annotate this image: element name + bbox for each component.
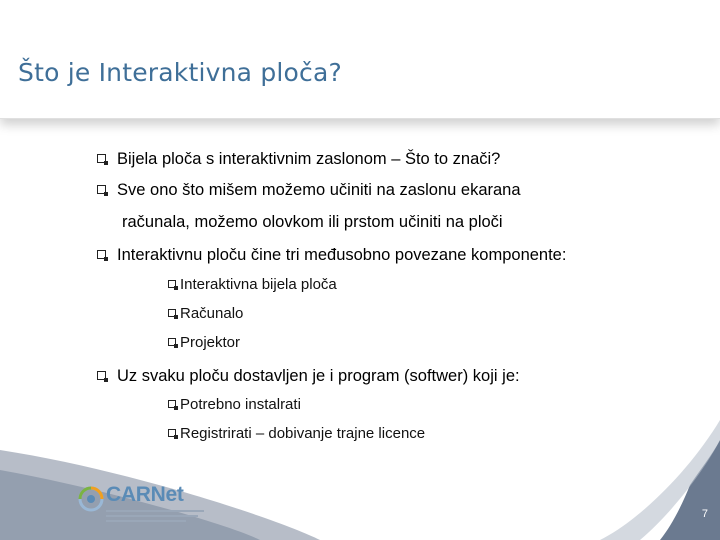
bullet-text: Bijela ploča s interaktivnim zaslonom – Što to znači?	[117, 150, 501, 168]
sub-bullet-text: Računalo	[180, 305, 244, 322]
bullet-continuation: računala, možemo olovkom ili prstom učiniti na ploči	[122, 213, 503, 231]
checkbox-bullet-icon	[168, 429, 176, 437]
bullet-text: Interaktivnu ploču čine tri međusobno povezane komponente:	[117, 246, 567, 264]
carnet-logo	[78, 482, 208, 526]
checkbox-bullet-icon	[97, 154, 106, 163]
sub-bullet-text: Potrebno instalrati	[180, 396, 301, 413]
checkbox-bullet-icon	[97, 250, 106, 259]
bullet-item	[97, 149, 500, 169]
checkbox-bullet-icon	[97, 185, 106, 194]
page-number: 7	[701, 508, 708, 520]
logo-wordmark: CARNet	[106, 483, 184, 506]
bullet-text: Uz svaku ploču dostavljen je i program (softwer) koji je:	[117, 367, 520, 385]
sub-bullet-item	[168, 304, 243, 324]
checkbox-bullet-icon	[168, 309, 176, 317]
slide-title: Što je Interaktivna ploča?	[18, 58, 342, 87]
sub-bullet-item	[168, 395, 301, 415]
checkbox-bullet-icon	[97, 371, 106, 380]
sub-bullet-item	[168, 424, 425, 444]
sub-bullet-item	[168, 333, 240, 353]
logo-tagline-graphic	[106, 508, 208, 522]
bullet-text: Sve ono što mišem možemo učiniti na zaslonu ekarana	[117, 181, 521, 199]
bullet-item	[97, 366, 520, 386]
bullet-item	[97, 245, 566, 265]
sub-bullet-text: Registrirati – dobivanje trajne licence	[180, 425, 426, 442]
bullet-item	[97, 180, 521, 200]
sub-bullet-item	[168, 275, 337, 295]
sub-bullet-text: Projektor	[180, 334, 241, 351]
checkbox-bullet-icon	[168, 400, 176, 408]
checkbox-bullet-icon	[168, 280, 176, 288]
carnet-emblem-icon	[78, 486, 104, 512]
sub-bullet-text: Interaktivna bijela ploča	[180, 276, 337, 293]
checkbox-bullet-icon	[168, 338, 176, 346]
